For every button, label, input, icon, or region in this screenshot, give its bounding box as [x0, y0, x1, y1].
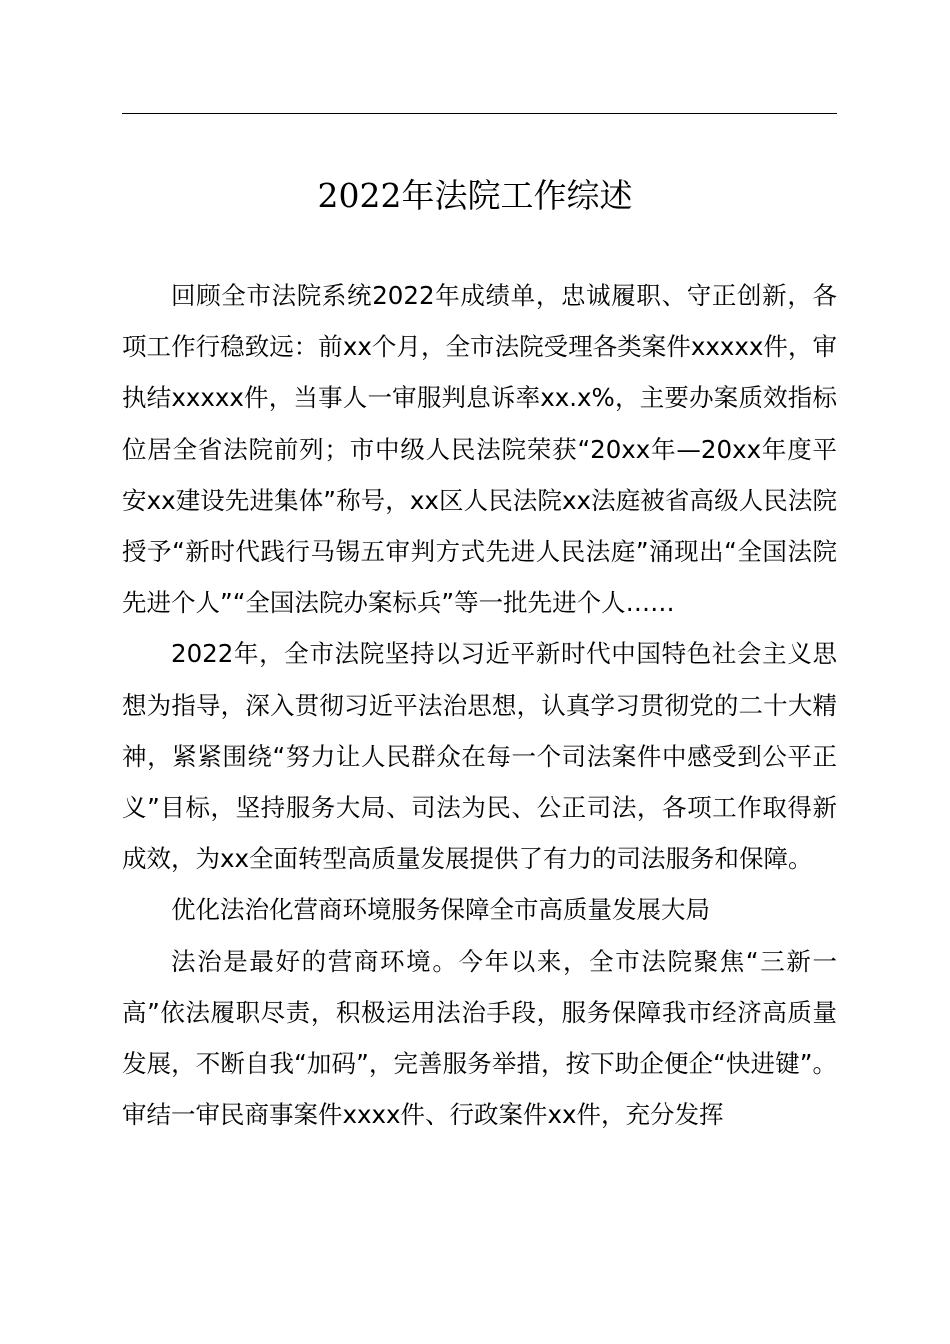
section-heading: 优化法治化营商环境服务保障全市高质量发展大局 — [171, 895, 710, 925]
paragraph-3: 法治是最好的营商环境。今年以来，全市法院聚焦“三新一高”依法履职尽责，积极运用法治手段，服务保障我市经济高质量发展，不断自我“加码”，完善服务举措，按下助企便企“快进键”。审结一审民商事案件xxxx件、行政案件xx件，充分发挥 — [122, 946, 837, 1130]
document-title: 2022年法院工作综述 — [317, 176, 633, 215]
paragraph-2: 2022年，全市法院坚持以习近平新时代中国特色社会主义思想为指导，深入贯彻习近平法治思想，认真学习贯彻党的二十大精神，紧紧围绕“努力让人民群众在每一个司法案件中感受到公平正义”目标，坚持服务大局、司法为民、公正司法，各项工作取得新成效，为xx全面转型高质量发展提供了有力的司法服务和保障。 — [122, 639, 837, 874]
paragraph-1: 回顾全市法院系统2022年成绩单，忠诚履职、守正创新，各项工作行稳致远：前xx个月，全市法院受理各类案件xxxxx件，审执结xxxxx件，当事人一审服判息诉率xx.x%，主要办案质效指标位居全省法院前列；市中级人民法院荣获“20xx年—20xx年度平安xx建设先进集体”称号，xx区人民法院xx法庭被省高级人民法院授予“新时代践行马锡五审判方式先进人民法庭”涌现出“全国法院先进个人”“全国法院办案标兵”等一批先进个人…… — [122, 281, 837, 618]
header-rule — [122, 113, 837, 114]
document-body — [122, 270, 837, 1140]
